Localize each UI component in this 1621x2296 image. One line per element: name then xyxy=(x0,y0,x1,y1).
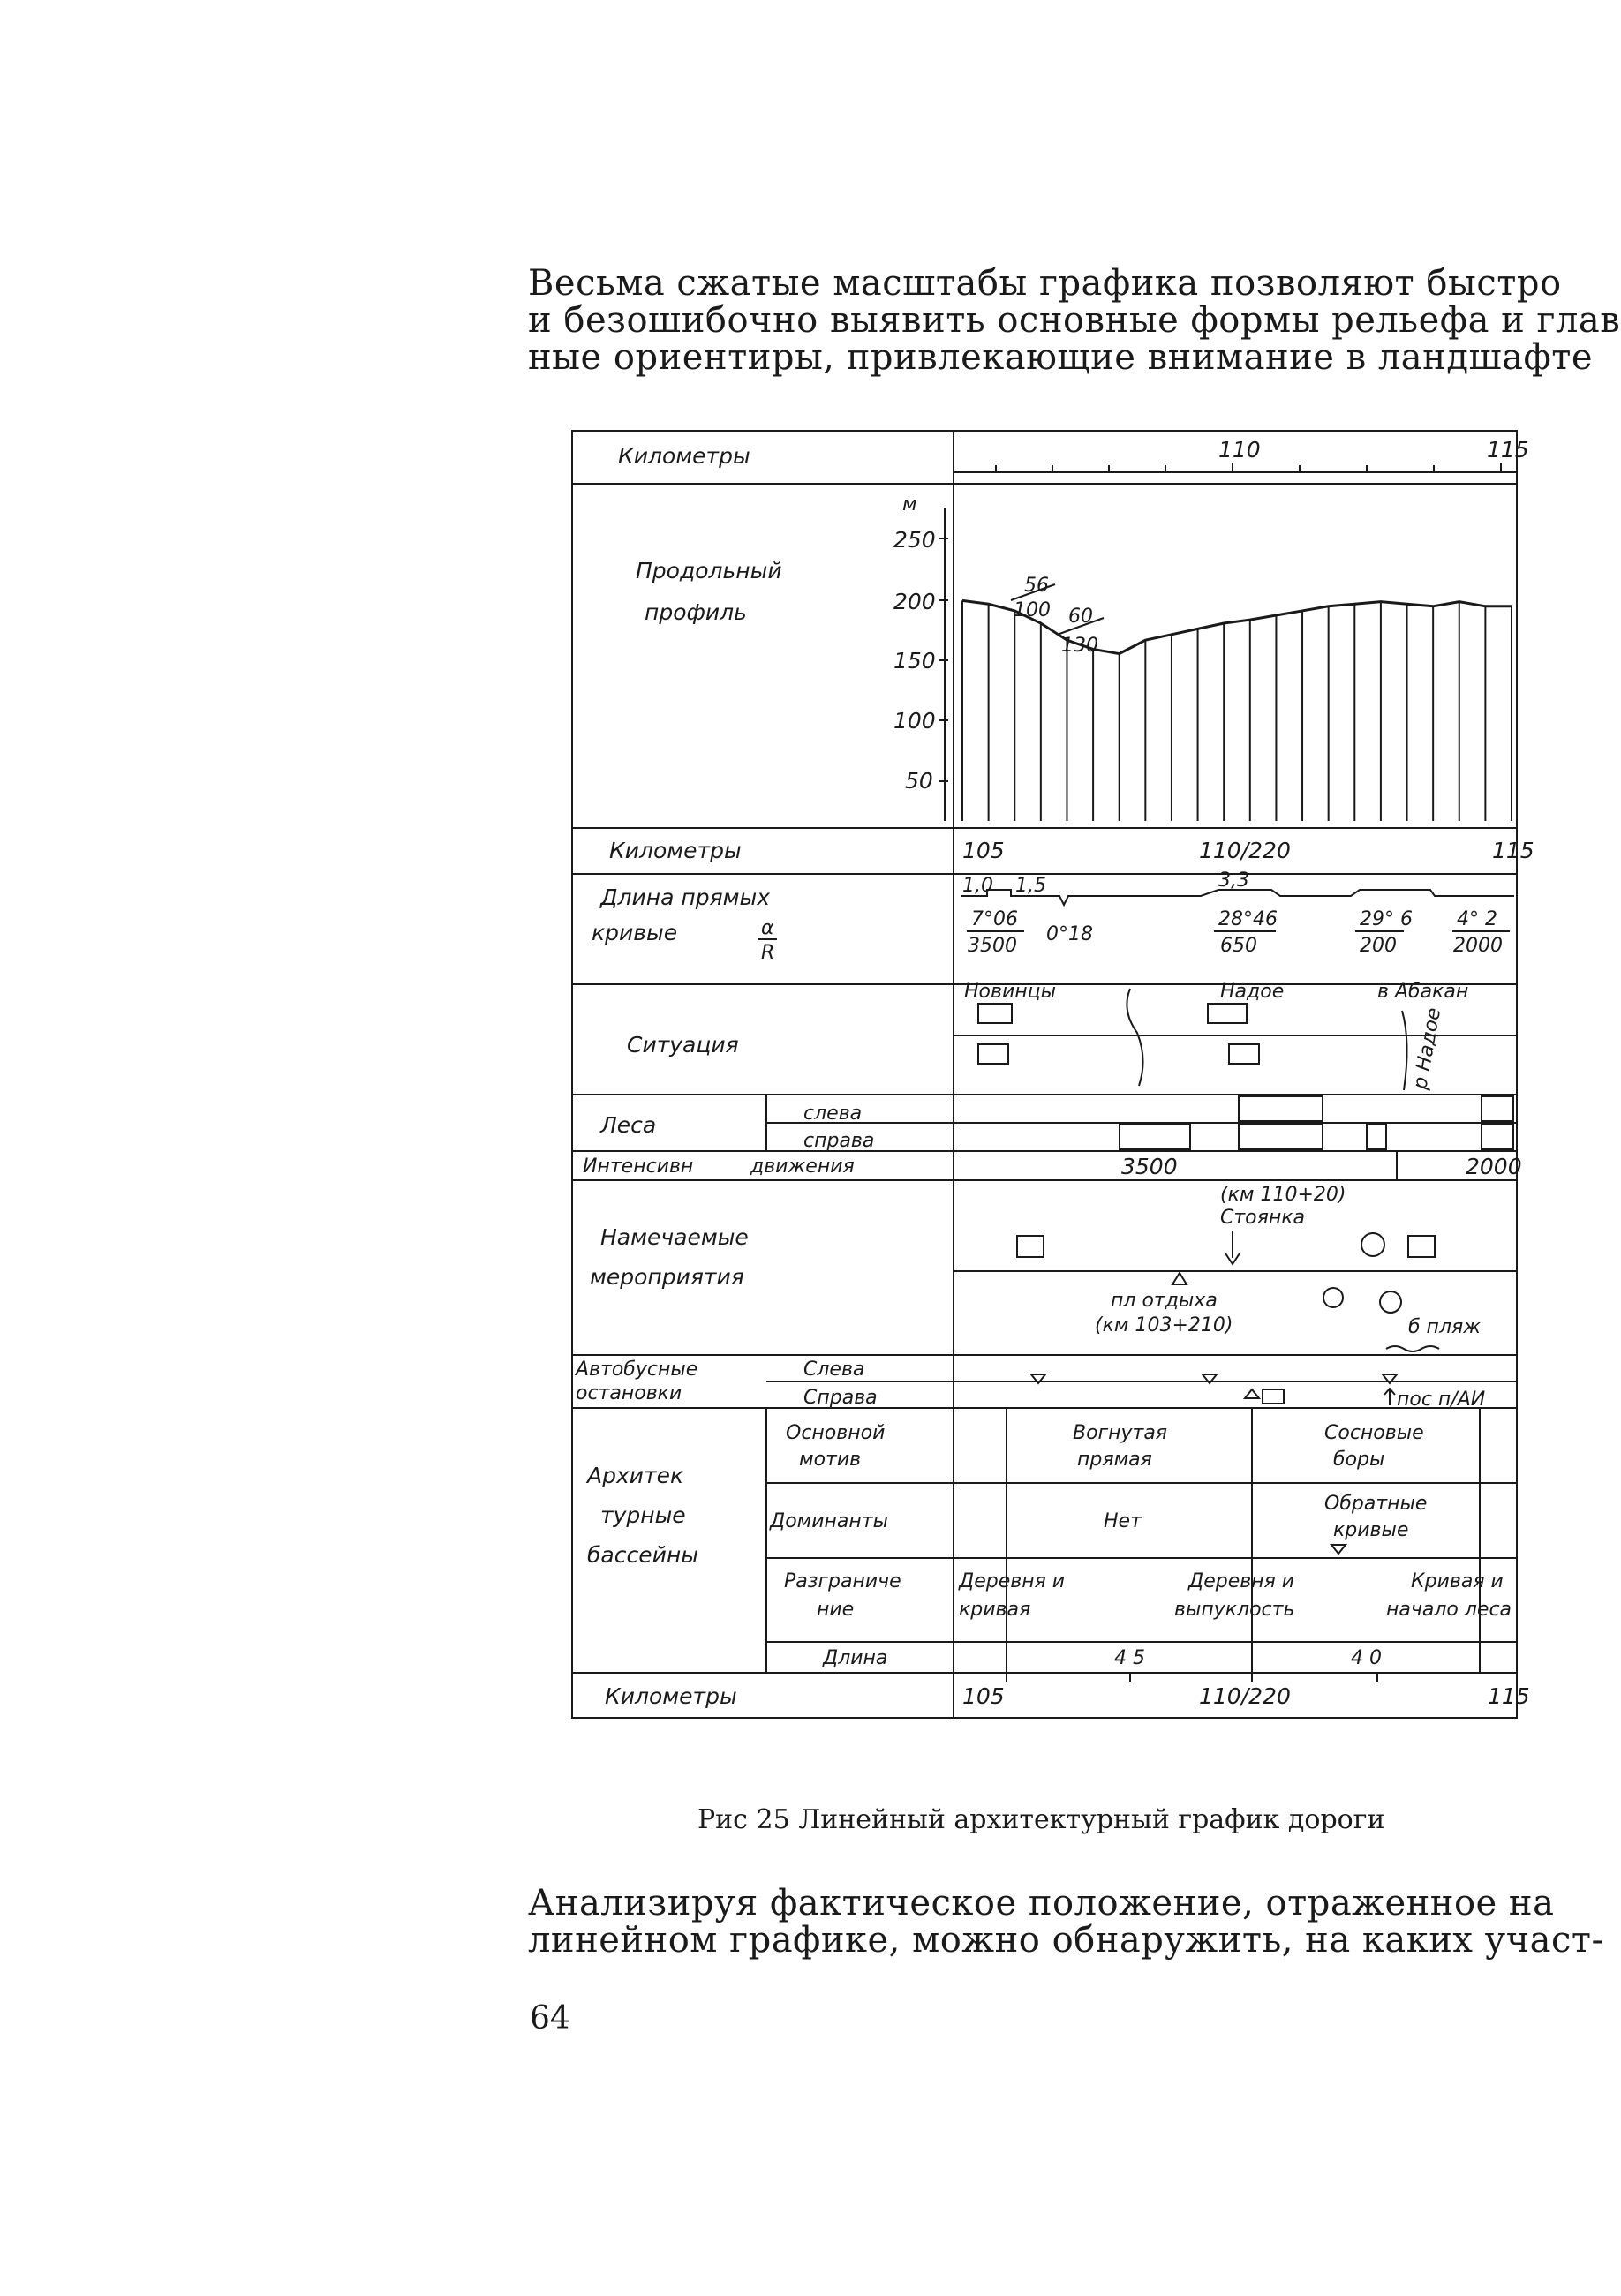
bus-shelter-icon xyxy=(1017,1236,1044,1257)
forests-label: Леса xyxy=(600,1112,657,1138)
dominants-label: Доминанты xyxy=(770,1510,888,1532)
bounds-value-1a: Деревня и xyxy=(959,1570,1066,1592)
text-line: ные ориентиры, привлекающие внимание в ландшафте xyxy=(528,337,1594,378)
curve-3-den: 650 xyxy=(1220,935,1257,957)
length-value-2: 4 0 xyxy=(1351,1647,1382,1669)
traffic-value-1: 3500 xyxy=(1121,1154,1178,1179)
paragraph-bottom xyxy=(528,1885,1604,1959)
slope-1-num: 56 xyxy=(1024,575,1049,597)
dominants-value-1: Нет xyxy=(1104,1510,1142,1532)
bus-stop-arrow xyxy=(1384,1389,1395,1405)
km-bottom-115: 115 xyxy=(1488,1683,1530,1709)
bounds-label-1: Разграниче xyxy=(784,1570,901,1592)
bounds-label-2: ние xyxy=(817,1599,855,1621)
bus-stop-right xyxy=(1245,1389,1259,1398)
curve-5-num: 4° 2 xyxy=(1457,908,1497,930)
river-label: р Надое xyxy=(1409,1005,1446,1092)
forest-left-label: слева xyxy=(803,1103,863,1125)
r-label: R xyxy=(761,942,775,964)
bounds-value-3b: начало леса xyxy=(1386,1599,1512,1621)
measures-label-2: мероприятия xyxy=(590,1264,744,1290)
curve-4-num: 29° 6 xyxy=(1360,908,1413,930)
km-label-top: Километры xyxy=(618,443,750,469)
bus-label-2: остановки xyxy=(576,1382,682,1404)
tree-icon xyxy=(1380,1291,1401,1313)
forest-left-2 xyxy=(1482,1096,1513,1121)
km-110-220: 110/220 xyxy=(1199,838,1291,863)
y-tick-250: 250 xyxy=(893,527,936,553)
curve-3-num: 28°46 xyxy=(1218,908,1278,930)
profile-ordinates xyxy=(962,600,1512,821)
straights-label-1: Длина прямых xyxy=(600,885,771,910)
profile-label-1: Продольный xyxy=(636,558,782,583)
km-bottom-105: 105 xyxy=(962,1683,1005,1709)
text-line: линейном графике, можно обнаружить, на каких участ- xyxy=(528,1920,1604,1961)
river xyxy=(1127,989,1142,1086)
bus-shelter-icon xyxy=(1408,1236,1435,1257)
measure-note-km2: (км 103+210) xyxy=(1095,1314,1233,1336)
bounds-value-2a: Деревня и xyxy=(1188,1570,1295,1592)
km-label-bottom: Километры xyxy=(605,1683,737,1709)
measure-note-parking: Стоянка xyxy=(1220,1207,1306,1229)
water-icon xyxy=(1386,1346,1439,1351)
motif-value-2b: боры xyxy=(1333,1449,1385,1471)
km-label-row2: Километры xyxy=(609,838,742,863)
curve-4-den: 200 xyxy=(1360,935,1397,957)
length-label: Длина xyxy=(823,1647,888,1669)
profile-unit: м xyxy=(902,493,917,516)
curve-5-den: 2000 xyxy=(1453,935,1503,957)
traffic-label-2: движения xyxy=(750,1156,855,1178)
y-tick-150: 150 xyxy=(893,648,936,674)
bus-label-1: Автобусные xyxy=(576,1359,698,1381)
forest-right-label: справа xyxy=(803,1130,875,1152)
slope-2-den: 130 xyxy=(1061,635,1098,657)
slope-1-den: 100 xyxy=(1014,599,1051,621)
paragraph-top xyxy=(528,265,1620,376)
situation-label: Ситуация xyxy=(627,1032,739,1058)
measure-note-rest: пл отдыха xyxy=(1111,1290,1218,1312)
tree-icon xyxy=(1361,1233,1384,1256)
curve-1-den: 3500 xyxy=(968,935,1017,957)
curve-1-num: 7°06 xyxy=(971,908,1018,930)
straight-2: 1,5 xyxy=(1015,875,1046,897)
motif-value-2a: Сосновые xyxy=(1324,1422,1424,1444)
arch-label-2: турные xyxy=(600,1502,686,1528)
rest-area-icon xyxy=(1172,1273,1187,1284)
text-line: Весьма сжатые масштабы графика позволяют быстро xyxy=(528,263,1562,304)
forest-left-1 xyxy=(1239,1096,1323,1121)
text-line: и безошибочно выявить основные формы рельефа и глав xyxy=(528,300,1621,341)
traffic-value-2: 2000 xyxy=(1466,1154,1522,1179)
place-nadoe: Надое xyxy=(1220,981,1285,1003)
text-line: Анализируя фактическое положение, отраженное на xyxy=(528,1883,1555,1923)
road-linear-chart xyxy=(565,424,1534,1748)
measure-note-km: (км 110+20) xyxy=(1220,1184,1346,1206)
straights-label-2: кривые xyxy=(592,920,678,945)
straight-1: 1,0 xyxy=(962,875,993,897)
alpha-label: α xyxy=(761,917,774,939)
km-tick-115: 115 xyxy=(1487,437,1529,463)
bus-note: пос п/АИ xyxy=(1397,1389,1486,1411)
y-tick-100: 100 xyxy=(893,708,936,734)
arch-label-3: бассейны xyxy=(587,1542,698,1568)
length-value-1: 4 5 xyxy=(1114,1647,1145,1669)
figure-caption: Рис 25 Линейный архитектурный график дороги xyxy=(697,1804,1385,1835)
bus-left-label: Слева xyxy=(803,1359,865,1381)
dominants-value-2a: Обратные xyxy=(1324,1493,1428,1515)
measures-label-1: Намечаемые xyxy=(600,1224,749,1250)
motif-label-2: мотив xyxy=(799,1449,862,1471)
y-tick-200: 200 xyxy=(893,589,936,614)
bounds-value-1b: кривая xyxy=(959,1599,1031,1621)
settlement-novintsy xyxy=(978,1004,1012,1023)
profile-label-2: профиль xyxy=(645,599,747,625)
settlement-nadoe xyxy=(1208,1004,1247,1023)
forest-right-1 xyxy=(1120,1125,1190,1149)
forest-right-2 xyxy=(1239,1125,1323,1149)
km-105: 105 xyxy=(962,838,1005,863)
motif-label-1: Основной xyxy=(786,1422,886,1444)
curve-2: 0°18 xyxy=(1046,923,1093,945)
straight-3: 3,3 xyxy=(1218,869,1249,892)
page-number: 64 xyxy=(530,2000,570,2036)
motif-value-1a: Вогнутая xyxy=(1073,1422,1168,1444)
km-tick-110: 110 xyxy=(1218,437,1261,463)
motif-value-1b: прямая xyxy=(1077,1449,1152,1471)
place-novintsy: Новинцы xyxy=(964,981,1056,1003)
tree-icon xyxy=(1323,1288,1343,1307)
measure-note-beach: б пляж xyxy=(1408,1316,1482,1338)
bus-right-label: Справа xyxy=(803,1387,878,1409)
arch-label-1: Архитек xyxy=(587,1463,684,1488)
bounds-value-3a: Кривая и xyxy=(1411,1570,1504,1592)
bus-shelter-icon xyxy=(1263,1389,1284,1404)
place-abakan: в Абакан xyxy=(1377,981,1469,1003)
traffic-label-1: Интенсивн xyxy=(583,1156,694,1178)
km-bottom-110-220: 110/220 xyxy=(1199,1683,1291,1709)
bounds-value-2b: выпуклость xyxy=(1174,1599,1295,1621)
dominants-value-2b: кривые xyxy=(1333,1519,1409,1541)
y-tick-50: 50 xyxy=(905,768,933,794)
slope-2-num: 60 xyxy=(1068,606,1093,628)
km-115: 115 xyxy=(1492,838,1534,863)
